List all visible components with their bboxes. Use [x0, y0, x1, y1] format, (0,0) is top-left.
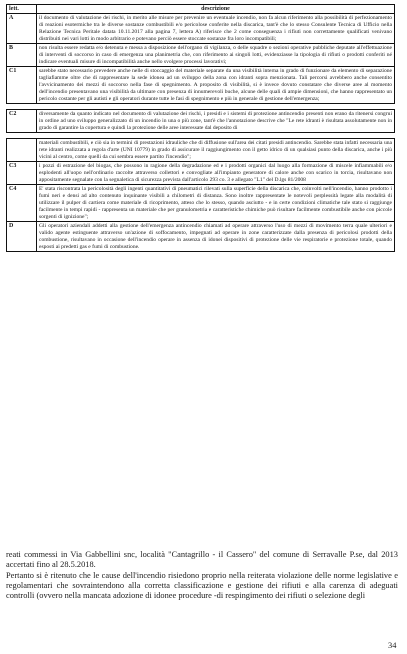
body-paragraph: reati commessi in Via Gabbellini snc, località "Cantagrillo - il Cassero" del comune di Serravalle P.se, dal 2013 accertati fino al 28.5.2018. [6, 550, 398, 570]
row-description: non risulta essere redatta e/o detenuta e messa a disposizione dell'organo di vigilanza, o delle squadre o sezioni operative pubbliche deputate all'effettuazione di interventi di soccorso in caso di emergenza una planimetria che, con riferimento ai singoli lotti, evidenziasse la tipologia di rifiuti o prodotti conferiti né indicare eventuali misure di incompatibilità anche nello svolgere processi lavorativi; [37, 44, 395, 67]
table-row [7, 139, 395, 162]
page-number: 34 [388, 641, 397, 650]
row-description: il documento di valutazione dei rischi, in merito alle misure per prevenire un eventuale incendio, non fa alcun riferimento alla possibilità di perfezionamento di reazioni esotermiche tra le diverse sostanze combustibili e/o pericolose conferite nella discarica, tant'è che lo stesso Consulente Tecnica di Ufficio nella Relazione Tecnica Peritale datata 10.11.2017 alla pagina 7, lettera A) riferisce che 2 come conseguenza i rifiuti non correttamente qualificati venivano distribuiti nei vari lotti in modo arbitrario e potevano perciò essere stoccate sostanze fra loro incompatibili; [37, 14, 395, 44]
header-letter: lett. [7, 5, 37, 14]
row-letter: C4 [7, 185, 37, 222]
table-row [7, 185, 395, 222]
table-row [7, 44, 395, 67]
row-description: E' stata riscontrata la pericolosità degli ingenti quantitativi di pneumatici rilevati sulla superficie della discarica che, coinvolti nell'incendio, hanno prodotto i fumi neri e densi ad alto contenuto inquinante visibili a chilometri di distanza. Sono inoltre rappresentate le notevoli perplessità legate alla modalità di utilizzare il pulper di cartiera come materiale di ricoprimento, atteso che lo stesso, quando asciutto - e in certe condizioni climatiche tale stato si raggiunge facilmente in tempi rapidi - rappresenta un materiale che per granulometria e caratteristiche chimiche può risultare facilmente combustibile anche con piccole sorgenti di ignizione"; [37, 185, 395, 222]
row-description: Gli operatori aziendali addetti alla gestione dell'emergenza antincendio chiamati ad operare attraverso l'uso di mezzi di movimento terra quale ulteriori e valido agente estinguente attraverso un'azione di soffocamento, impegnati ad operare in zone caratterizzate dalla presenza di pericolosi prodotti della combustione, risultavano in occasione dell'incendio operare in assenza di idonei dispositivi di protezione delle vie respiratorie e protezione totale, quando esposti ai predetti gas e fumi di combustione. [37, 222, 395, 252]
row-letter: A [7, 14, 37, 44]
header-description: descrizione [37, 5, 395, 14]
row-letter: C3 [7, 162, 37, 185]
findings-table [6, 4, 395, 252]
row-letter: C2 [7, 110, 37, 133]
table-row [7, 110, 395, 133]
table-row [7, 162, 395, 185]
body-text [6, 550, 398, 602]
row-letter: D [7, 222, 37, 252]
row-description: materiali combustibili, e ciò sia in termini di prestazioni idrauliche che di diffusione sull'area dei citati presidi antincendio. Sarebbe stata infatti necessaria una rete idranti realizzata a regola d'arte (UNI 10779) in grado di assicurare il raggiungimento con il getto idrico di un qualsiasi punto della discarica, anche i più vicini al centro, come quelli da cui sembra essere partito l'incendio"; [37, 139, 395, 162]
row-description: diversamente da quanto indicato nel documento di valutazione dei rischi, i presidi e i sistemi di protezione antincendio presenti non erano da ritenersi congrui in ordine ad uno sviluppo generalizzato di un incendio in una o più zone, tant'è che l'annotazione descrive che "Le rete idranti è risultata assolutamente non in grado di garantire la copertura e quindi la protezione delle aree interessate dal deposito di [37, 110, 395, 133]
row-description: i pozzi di estrazione del biogas, che possono in ragione della degradazione ed e i prodotti organici dal luogo alla formazione di miscele infiammabili e/o esplodenti all'uopo nell'ordinario raccolte attraverso collettori e convogliate all'impianto generatore di calore anche con scarico in torcia, risultavano non appositamente segnalate con la segnaletica di sicurezza prevista dall'articolo 293 co. 3 e allegato "L1" del D.lgs 81/2008 [37, 162, 395, 185]
row-description: sarebbe stato necessario prevedere anche nelle di stoccaggio del materiale separate da una visibilità interna in grado di funzionare da elemento di separazione tagliafiamme oltre che di rappresentare la sede idonea ad un sviluppo della zona con idranti sopra menzionata. Tali percorsi avrebbero anche consentito l'avvicinamento dei mezzi di soccorso nella fase di spegnimento. A proposito di visibilità, si è invece dovuto constatare che diverse aree al momento dell'incendio presentavano una visibilità da ultimare con presenza di innumerevoli buche, alcune delle quali di ampie dimensioni, che hanno rappresentato un pericolo costante per gli autisti e gli operatori durante tutte le fasi di spegnimento e più in generale di gestione dell'emergenza; [37, 67, 395, 104]
row-letter: B [7, 44, 37, 67]
table-header-row [7, 5, 395, 14]
table-row [7, 14, 395, 44]
table-row [7, 67, 395, 104]
table-row [7, 222, 395, 252]
row-letter [7, 139, 37, 162]
row-letter: C1 [7, 67, 37, 104]
body-paragraph: Pertanto si è ritenuto che le cause dell'incendio risiedono proprio nella reiterata violazione delle norme legislative e regolamentari che sovraintendono alla corretta classificazione e gestione dei rifiuti e alla carenza di adeguati controlli (ovvero nella mancata adozione di idonee procedure -di respingimento dei rifiuti o selezione degli [6, 570, 398, 601]
